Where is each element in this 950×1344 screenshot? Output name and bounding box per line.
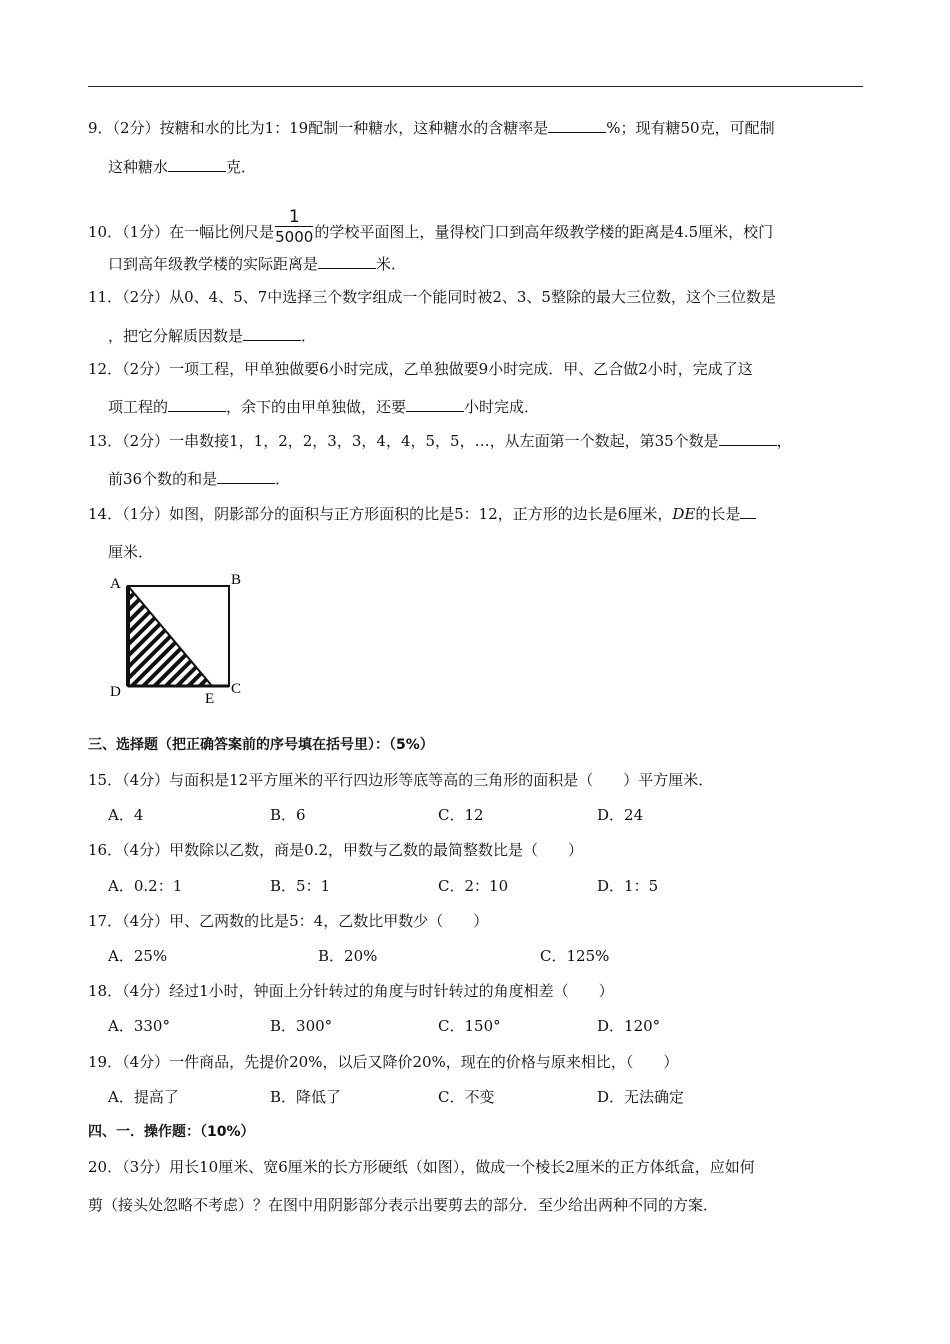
question-11-line-1: 11．（2分）从0、4、5、7中选择三个数字组成一个能同时被2、3、5整除的最大三位数，这个三位数是	[88, 288, 776, 306]
question-11-line-2: ，把它分解质因数是 ．	[108, 327, 317, 345]
option-a[interactable]: A．4	[108, 806, 144, 824]
option-d[interactable]: D．1：5	[597, 877, 659, 895]
answer-blank[interactable]	[548, 118, 606, 133]
square-figure	[100, 568, 260, 708]
scale-fraction: $\frac{1}{5000}$	[275, 207, 314, 246]
section-4-heading: 四、一．操作题：（10%）	[88, 1124, 255, 1140]
question-10-line-2: 口到高年级教学楼的实际距离是 米．	[108, 255, 407, 273]
label-c: C	[231, 681, 242, 697]
question-9-line-1: 9．（2分）按糖和水的比为1：19配制一种糖水，这种糖水的含糖率是 %；现有糖50克，可配制	[88, 119, 775, 137]
option-c[interactable]: C．2：10	[438, 877, 509, 895]
question-number: 13．	[88, 432, 123, 450]
option-b[interactable]: B．降低了	[270, 1088, 342, 1106]
option-b[interactable]: B．300°	[270, 1017, 333, 1035]
option-d[interactable]: D．24	[597, 806, 644, 824]
label-a: A	[110, 576, 121, 592]
answer-blank[interactable]	[243, 326, 301, 341]
answer-blank[interactable]	[318, 254, 376, 269]
question-14-line-2: 厘米．	[108, 543, 154, 561]
option-b[interactable]: B．6	[270, 806, 306, 824]
question-number: 9．	[88, 119, 113, 137]
option-a[interactable]: A．0.2：1	[108, 877, 183, 895]
option-d[interactable]: D．120°	[597, 1017, 661, 1035]
option-c[interactable]: C．150°	[438, 1017, 501, 1035]
label-e: E	[205, 691, 215, 707]
section-3-heading: 三、选择题（把正确答案前的序号填在括号里）：（5%）	[88, 737, 434, 753]
option-a[interactable]: A．25%	[108, 947, 168, 965]
question-16: 16．（4分）甲数除以乙数，商是0.2，甲数与乙数的最简整数比是（ ）	[88, 841, 583, 859]
option-a[interactable]: A．提高了	[108, 1088, 179, 1106]
option-c[interactable]: C．不变	[438, 1088, 495, 1106]
answer-blank[interactable]	[168, 397, 226, 412]
question-number: 11．	[88, 288, 123, 306]
label-d: D	[110, 684, 121, 700]
header-rule	[88, 86, 863, 87]
answer-blank[interactable]	[168, 157, 226, 172]
answer-blank[interactable]	[217, 469, 275, 484]
question-number: 14．	[88, 505, 123, 523]
question-13-line-1: 13．（2分）一串数接1，1，2，2，3，3，4，4，5，5，…，从左面第一个数起，第35个数是 ，	[88, 432, 792, 450]
option-b[interactable]: B．5：1	[270, 877, 331, 895]
question-12-line-2: 项工程的 ，余下的由甲单独做，还要 小时完成．	[108, 398, 540, 416]
label-b: B	[231, 572, 242, 588]
question-18: 18．（4分）经过1小时，钟面上分针转过的角度与时针转过的角度相差（ ）	[88, 982, 614, 1000]
question-20-line-2: 剪（接头处忽略不考虑）？在图中用阴影部分表示出要剪去的部分．至少给出两种不同的方案．	[88, 1196, 719, 1214]
question-9-line-2: 这种糖水 克．	[108, 158, 257, 176]
option-d[interactable]: D．无法确定	[597, 1088, 685, 1106]
question-14-line-1: 14．（1分）如图，阴影部分的面积与正方形面积的比是5：12，正方形的边长是6厘米，DE的长是	[88, 504, 756, 524]
answer-blank[interactable]	[719, 431, 777, 446]
question-number: 12．	[88, 360, 123, 378]
question-12-line-1: 12．（2分）一项工程，甲单独做要6小时完成，乙单独做要9小时完成．甲、乙合做2小时，完成了这	[88, 360, 753, 378]
question-13-line-2: 前36个数的和是 ．	[108, 470, 291, 488]
question-20-line-1: 20．（3分）用长10厘米、宽6厘米的长方形硬纸（如图），做成一个棱长2厘米的正方体纸盒，应如何	[88, 1158, 755, 1176]
question-number: 10．	[88, 223, 123, 241]
option-c[interactable]: C．125%	[540, 947, 610, 965]
option-c[interactable]: C．12	[438, 806, 484, 824]
answer-blank[interactable]	[406, 397, 464, 412]
question-17: 17．（4分）甲、乙两数的比是5：4，乙数比甲数少（ ）	[88, 912, 489, 930]
answer-blank[interactable]	[740, 504, 756, 519]
option-b[interactable]: B．20%	[318, 947, 378, 965]
question-19: 19．（4分）一件商品，先提价20%，以后又降价20%，现在的价格与原来相比，（ ）	[88, 1053, 679, 1071]
option-a[interactable]: A．330°	[108, 1017, 170, 1035]
question-15: 15．（4分）与面积是12平方厘米的平行四边形等底等高的三角形的面积是（ ）平方厘米．	[88, 771, 714, 789]
question-10-line-1: 10．（1分）在一幅比例尺是 $\frac{1}{5000}$ 的学校平面图上，量得校门口到高年级教学楼的距离是4.5厘米，校门	[88, 207, 774, 246]
